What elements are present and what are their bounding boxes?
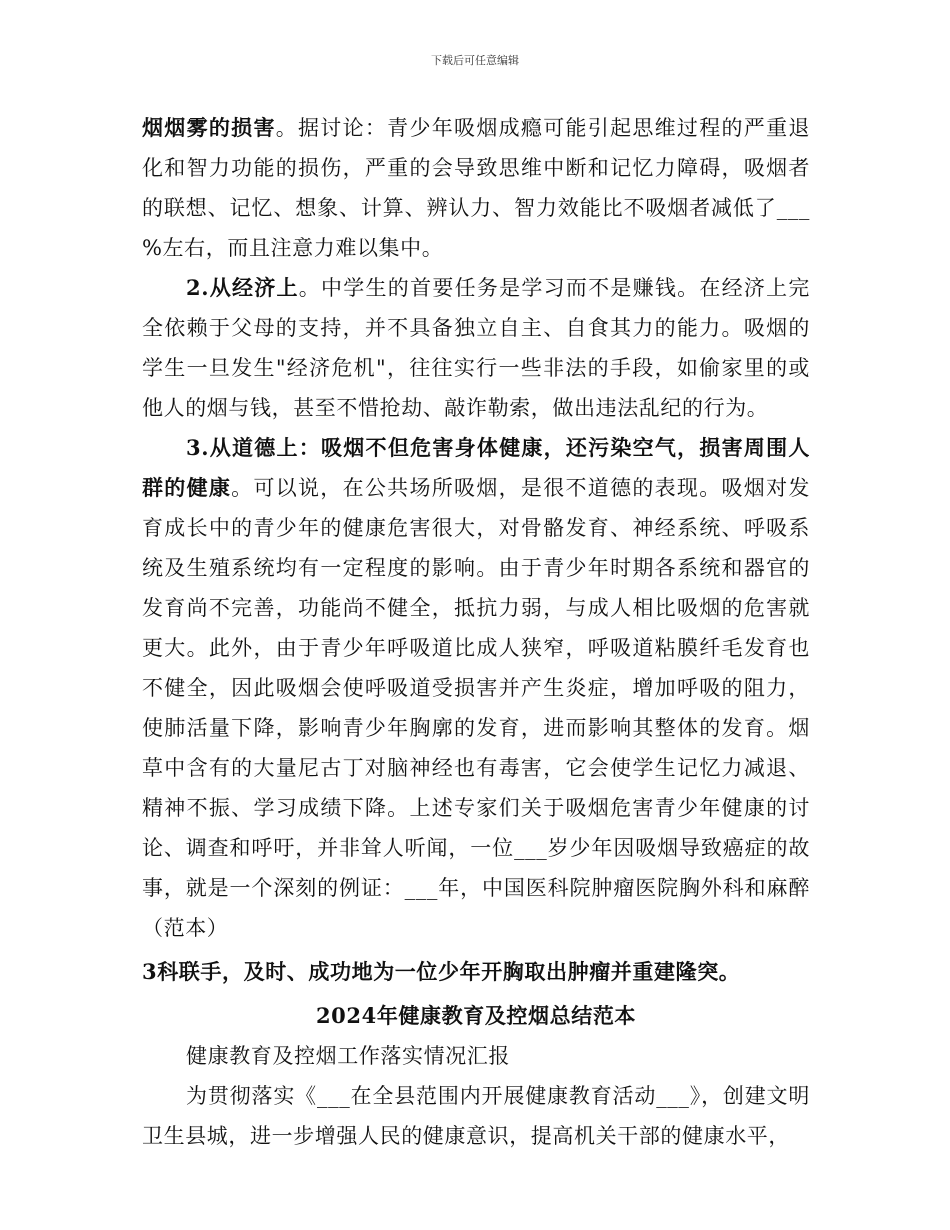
paragraph-text: 。中学生的首要任务是学习而不是赚钱。在经济上完全依赖于父母的支持，并不具备独立自主、自食其力的能力。吸烟的学生一旦发生"经济危机"，往往实行一些非法的手段，如偷家里的或他人的烟与钱，甚至不惜抢劫、敲诈勒索，做出违法乱纪的行为。	[142, 276, 810, 420]
paragraph-smoke-harm	[142, 108, 810, 268]
paragraph-text: 。据讨论：青少年吸烟成瘾可能引起思维过程的严重退化和智力功能的损伤，严重的会导致思维中断和记忆力障碍，吸烟者的联想、记忆、想象、计算、辨认力、智力效能比不吸烟者减低了	[142, 116, 810, 220]
paragraph-economic	[142, 268, 810, 428]
section-title: 2024年健康教育及控烟总结范本	[315, 1003, 637, 1028]
paragraph-moral	[142, 428, 810, 948]
bold-phrase: 烟烟雾的损害	[142, 115, 276, 140]
fill-blank: ___	[317, 1084, 351, 1108]
paragraph-text: 》，创建文明卫生县城，进一步增强人民的健康意识，提高机关干部的健康水平，	[142, 1084, 810, 1148]
bold-phrase: 2.从经济上	[186, 275, 299, 300]
bold-line: 3科联手，及时、成功地为一位少年开胸取出肿瘤并重建隆突。	[142, 959, 741, 984]
fill-blank: ___	[776, 196, 810, 220]
paragraph-text: 在全县范围内开展健康教育活动	[350, 1084, 657, 1108]
paragraph-implementation	[142, 1076, 810, 1156]
fill-blank: ___	[404, 876, 438, 900]
paragraph-text: 健康教育及控烟工作落实情况汇报	[186, 1044, 510, 1068]
bold-phrase: 3.从道德上：吸烟不但危害身体健康，还污染空气，损害周围人群的健康	[142, 435, 810, 500]
paragraph-text: 。可以说，在公共场所吸烟，是很不道德的表现。吸烟对发育成长中的青少年的健康危害很大，对骨骼发育、神经系统、呼吸系统及生殖系统均有一定程度的影响。由于青少年时期各系统和器官的发育尚不完善，功能尚不健全，抵抗力弱，与成人相比吸烟的危害就更大。此外，由于青少年呼吸道比成人狭窄，呼吸道粘膜纤毛发育也不健全，因此吸烟会使呼吸道受损害并产生炎症，增加呼吸的阻力，使肺活量下降，影响青少年胸廓的发育，进而影响其整体的发育。烟草中含有的大量尼古丁对脑神经也有毒害，它会使学生记忆力减退、精神不振、学习成绩下降。上述专家们关于吸烟危害青少年健康的讨论、调查和呼吁，并非耸人听闻，一位	[142, 476, 810, 860]
fill-blank: ___	[514, 836, 548, 860]
paragraph-text: %左右，而且注意力难以集中。	[142, 236, 444, 260]
fill-blank: ___	[656, 1084, 690, 1108]
paragraph-text: 岁少年因吸烟导致癌症的故事，就是一个深刻的例证：	[142, 836, 811, 900]
paragraph-text: 年，中国医科院肿瘤医院胸外科和麻醉（范本）	[142, 876, 811, 940]
paragraph-report-title	[142, 1036, 810, 1076]
paragraph-text: 为贯彻落实《	[186, 1084, 317, 1108]
document-body	[142, 108, 810, 1156]
header-note: 下载后可任意编辑	[431, 54, 519, 67]
